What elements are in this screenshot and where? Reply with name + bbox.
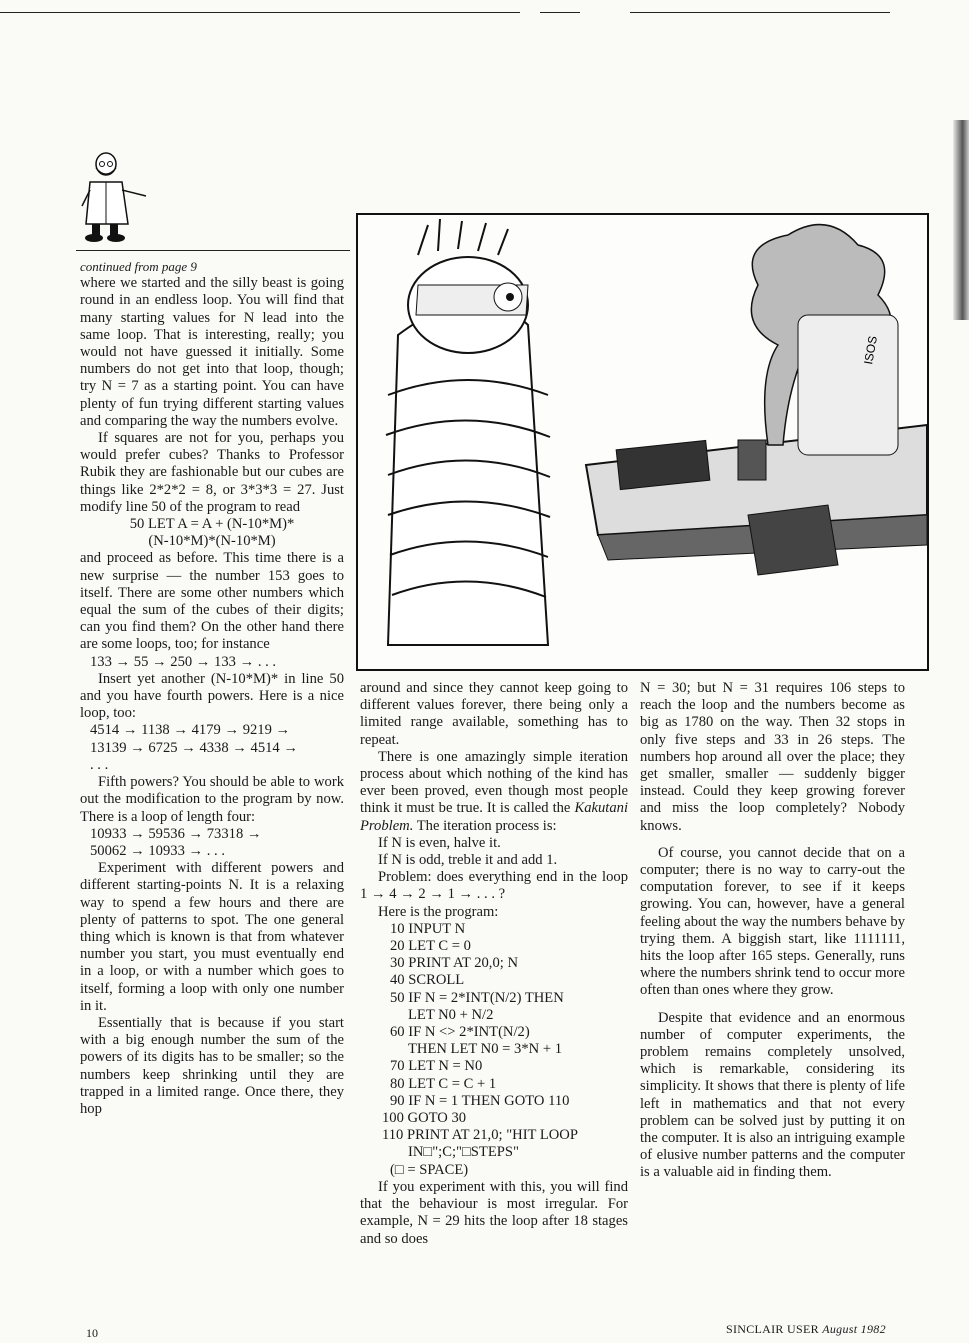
col1-para-1: where we started and the silly beast is going round in an endless loop. You will find that many starting values for N lead into the same loop. That is interesting, really; you would not have guessed it initially. Some numbers do not get into that loop, though; try N = 7 as a starting point. You can have plenty of fun trying different starting values and comparing the way the numbers evolve. bbox=[80, 275, 344, 429]
col3-para-1: N = 30; but N = 31 requires 106 steps to reach the loop and the numbers become as big as 1780 on the way. Then 32 stops in only five steps and 33 in 26 steps. The numbers hop around all over the place; they get smaller, smaller — suddenly bigger instead. Could they keep growing forever and miss the loop completely? Nobody knows. bbox=[640, 680, 905, 834]
program-line-100: 100 GOTO 30 bbox=[382, 1110, 467, 1127]
rule-odd: If N is odd, treble it and add 1. bbox=[378, 852, 558, 869]
program-line-90: 90 IF N = 1 THEN GOTO 110 bbox=[390, 1092, 570, 1109]
col2-para-1: around and since they cannot keep going to different values forever, there being only a limited range available, something has to repeat. bbox=[360, 680, 628, 748]
program-line-10: 10 INPUT N bbox=[390, 920, 466, 937]
cartoon-illustration bbox=[356, 213, 929, 671]
program-line-60-cont: THEN LET N0 = 3*N + 1 bbox=[408, 1041, 563, 1058]
col1-para-4: Insert yet another (N-10*M)* in line 50 and you have fourth powers. Here is a nice loop, too: bbox=[80, 670, 344, 722]
illustration-signature: ISOS bbox=[861, 334, 880, 366]
col1-code-1: 50 LET A = A + (N-10*M)* bbox=[129, 516, 295, 533]
col1-loop-1: 133 → 55 → 250 → 133 → . . . bbox=[90, 653, 277, 670]
column-2 bbox=[360, 680, 628, 1248]
page-edge-shadow bbox=[953, 120, 969, 320]
cartoon-drawing bbox=[358, 215, 927, 669]
col2-para-2-tail: The iteration process is: bbox=[413, 817, 557, 834]
issue-date: August 1982 bbox=[822, 1322, 886, 1336]
professor-logo bbox=[76, 146, 160, 244]
program-line-80: 80 LET C = C + 1 bbox=[390, 1075, 497, 1092]
program-line-20: 20 LET C = 0 bbox=[390, 938, 471, 955]
col1-para-6: Experiment with different powers and different starting-points N. It is a relaxing way to spend a few hours and there are plenty of patterns to spot. The one general thing which is known is that from whatever number you start, you must eventually end in a loop, or with a number which goes to itself, forming a loop with only one number in it. bbox=[80, 860, 344, 1014]
col3-para-2: Of course, you cannot decide that on a computer; there is no way to carry-out the computation forever, to see if it keeps growing. You can, however, have a general feeling about the way the numbers behave by trying them. A biggish start, like 1111111, hits the loop after 165 steps. Generally, runs where the numbers shrink tend to occur more often than ones where they grow. bbox=[640, 844, 905, 999]
col1-loop-2b: 13139 → 6725 → 4338 → 4514 → bbox=[90, 739, 298, 756]
program-line-50-cont: LET N0 + N/2 bbox=[408, 1006, 494, 1023]
col1-para-5: Fifth powers? You should be able to work out the modification to the program by now. There is a loop of length four: bbox=[80, 774, 344, 825]
top-rule-left bbox=[0, 12, 520, 13]
top-rule-right bbox=[630, 12, 890, 13]
column-1 bbox=[80, 258, 344, 1118]
col1-para-2: If squares are not for you, perhaps you would prefer cubes? Thanks to Professor Rubik they are fashionable but our cubes are things like 2*2*2 = 8, or 3*3*3 = 27. Just modify line 50 of the program to read bbox=[80, 430, 344, 515]
page-number: 10 bbox=[86, 1326, 98, 1340]
space-note: (□ = SPACE) bbox=[390, 1161, 469, 1178]
program-line-60: 60 IF N <> 2*INT(N/2) bbox=[390, 1024, 530, 1041]
program-line-30: 30 PRINT AT 20,0; N bbox=[390, 955, 518, 972]
program-line-40: 40 SCROLL bbox=[390, 972, 465, 989]
col2-para-3: If you experiment with this, you will find that the behaviour is most irregular. For example, N = 29 hits the loop after 18 stages and so does bbox=[360, 1178, 628, 1247]
footer-credit bbox=[726, 1322, 886, 1337]
program-line-110-cont: IN□";C;"□STEPS" bbox=[408, 1144, 519, 1161]
col3-para-3: Despite that evidence and an enormous number of computer experiments, the problem remains completely unsolved, which is remarkable, considering its simplicity. It shows that there is plenty of life left in mathematics and that not every problem can be solved just by putting it on the computer. It is also an intriguing example of elusive number patterns and the computer is a valuable aid in finding them. bbox=[640, 1009, 905, 1181]
col2-program-intro: Here is the program: bbox=[378, 903, 499, 920]
col2-para-2-text: There is one amazingly simple iteration process about which nothing of the kind has ever been proved, even though most people think it must be true. It is called the bbox=[360, 748, 628, 817]
magazine-name: SINCLAIR USER bbox=[726, 1322, 819, 1336]
top-rule-mid bbox=[540, 12, 580, 13]
col2-problem: Problem: does everything end in the loop 1 → 4 → 2 → 1 → . . . ? bbox=[360, 869, 628, 903]
col1-loop-3a: 10933 → 59536 → 73318 → bbox=[90, 825, 262, 842]
continued-note: continued from page 9 bbox=[80, 259, 197, 274]
col1-para-7: Essentially that is because if you start with a big enough number the sum of the powers of its digits has to be smaller; so the numbers keep shrinking until they are trapped in a limited range. Once there, they hop bbox=[80, 1014, 344, 1117]
kakutani-term: Kakutani Problem. bbox=[360, 800, 628, 834]
column-3 bbox=[640, 680, 905, 1182]
col1-loop-3b: 50062 → 10933 → . . . bbox=[90, 842, 225, 859]
header-rule bbox=[76, 250, 350, 251]
program-line-110: 110 PRINT AT 21,0; "HIT LOOP bbox=[382, 1127, 578, 1144]
col1-code-2: (N-10*M)*(N-10*M) bbox=[148, 533, 276, 550]
col1-loop-2a: 4514 → 1138 → 4179 → 9219 → bbox=[90, 722, 291, 739]
program-line-70: 70 LET N = N0 bbox=[390, 1058, 483, 1075]
col1-loop-2c: . . . bbox=[90, 756, 109, 773]
col1-para-3: and proceed as before. This time there is a new surprise — the number 153 goes to itself. There are some other numbers which equal the sum of the cubes of their digits; can you find them? On the other hand there are some loops, too; for instance bbox=[80, 550, 344, 653]
program-line-50: 50 IF N = 2*INT(N/2) THEN bbox=[390, 989, 564, 1006]
col2-para-2 bbox=[360, 749, 628, 835]
rule-even: If N is even, halve it. bbox=[378, 834, 501, 851]
